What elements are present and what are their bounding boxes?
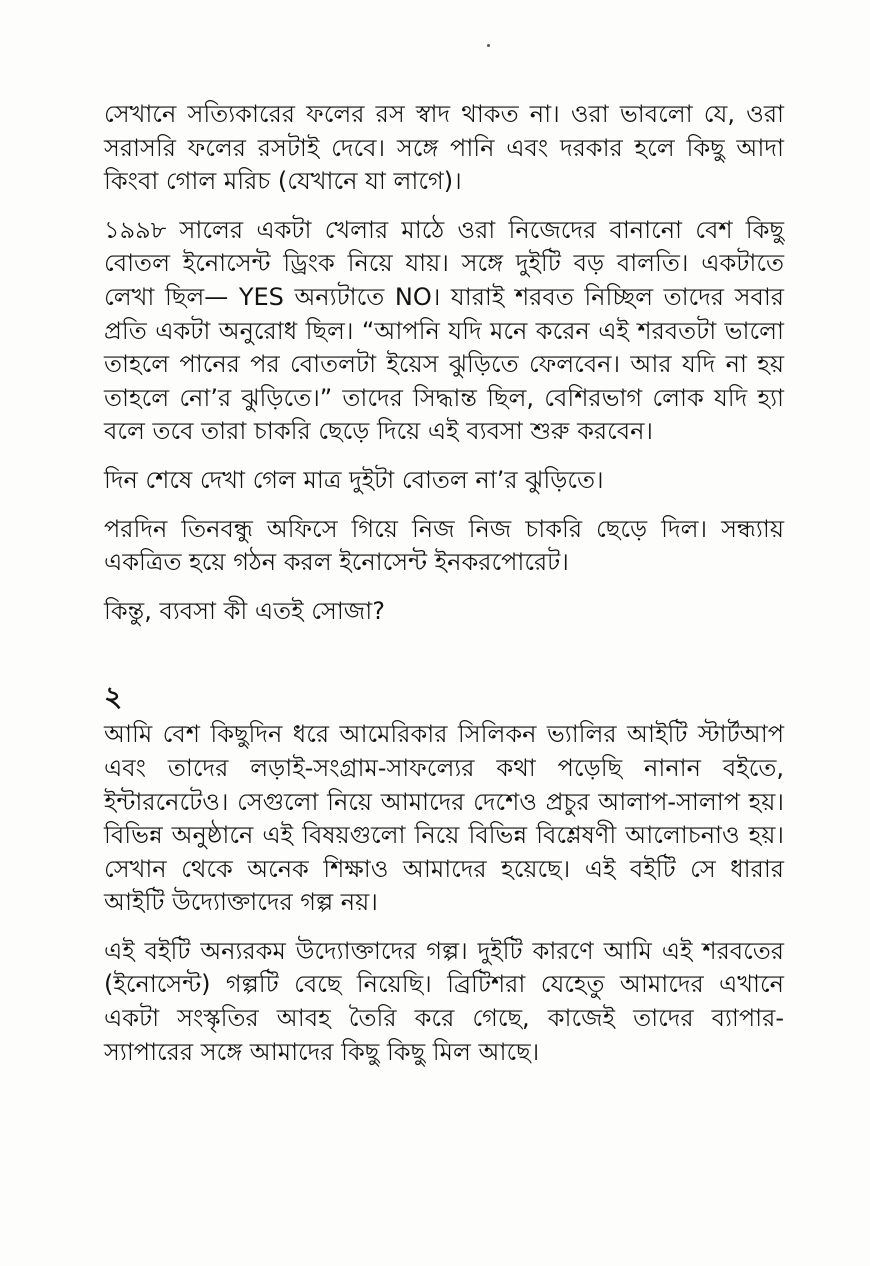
paragraph-question: কিন্তু, ব্যবসা কী এতই সোজা?: [104, 596, 385, 625]
paragraph-different-entrepreneurs: এই বইটি অন্যরকম উদ্যোক্তাদের গল্প। দুইটি কারণে আমি এই শরবতের (ইনোসেন্ট) গল্পটি বেছে নিয়েছি। ব্রিটিশরা যেহেতু আমাদের এখানে একটা সংস্কৃতির আবহ তৈরি করে গেছে, কাজেই তাদের ব্যাপার-স্যাপারের সঙ্গে আমাদের কিছু কিছু মিল আছে।: [104, 936, 784, 1066]
page-speck: [487, 44, 490, 47]
paragraph-silicon-valley: আমি বেশ কিছুদিন ধরে আমেরিকার সিলিকন ভ্যালির আইটি স্টার্টআপ এবং তাদের লড়াই-সংগ্রাম-সাফল্যের কথা পড়েছি নানান বইতে, ইন্টারনেটেও। সেগুলো নিয়ে আমাদের দেশেও প্রচুর আলাপ-সালাপ হয়। বিভিন্ন অনুষ্ঠানে এই বিষয়গুলো নিয়ে বিভিন্ন বিশ্লেষণী আলোচনাও হয়। সেখান থেকে অনেক শিক্ষাও আমাদের হয়েছে। এই বইটি সে ধারার আইটি উদ্যোক্তাদের গল্প নয়।: [104, 720, 784, 917]
paragraph-1998-experiment: ১৯৯৮ সালের একটা খেলার মাঠে ওরা নিজেদের বানানো বেশ কিছু বোতল ইনোসেন্ট ড্রিংক নিয়ে যায়। সঙ্গে দুইটি বড় বালতি। একটাতে লেখা ছিল— YES অন্যটাতে NO। যারাই শরবত নিচ্ছিল তাদের সবার প্রতি একটা অনুরোধ ছিল। “আপনি যদি মনে করেন এই শরবতটা ভালো তাহলে পানের পর বোতলটা ইয়েস ঝুড়িতে ফেলবেন। আর যদি না হয় তাহলে নো’র ঝুড়িতে।” তাদের সিদ্ধান্ত ছিল, বেশিরভাগ লোক যদি হ্যা বলে তবে তারা চাকরি ছেড়ে দিয়ে এই ব্যবসা শুরু করবেন।: [104, 215, 784, 446]
page-text: [104, 98, 784, 1084]
section-number: ২: [104, 680, 123, 714]
paragraph-quit-jobs: পরদিন তিনবন্ধু অফিসে গিয়ে নিজ নিজ চাকরি ছেড়ে দিল। সন্ধ্যায় একত্রিত হয়ে গঠন করল ইনোসেন্ট ইনকরপোরেট।: [104, 514, 784, 577]
paragraph-result: দিন শেষে দেখা গেল মাত্র দুইটা বোতল না’র ঝুড়িতে।: [104, 465, 604, 494]
paragraph-fruit-juice: সেখানে সত্যিকারের ফলের রস স্বাদ থাকত না। ওরা ভাবলো যে, ওরা সরাসরি ফলের রসটাই দেবে। সঙ্গে পানি এবং দরকার হলে কিছু আদা কিংবা গোল মরিচ (যেখানে যা লাগে)।: [104, 100, 784, 196]
